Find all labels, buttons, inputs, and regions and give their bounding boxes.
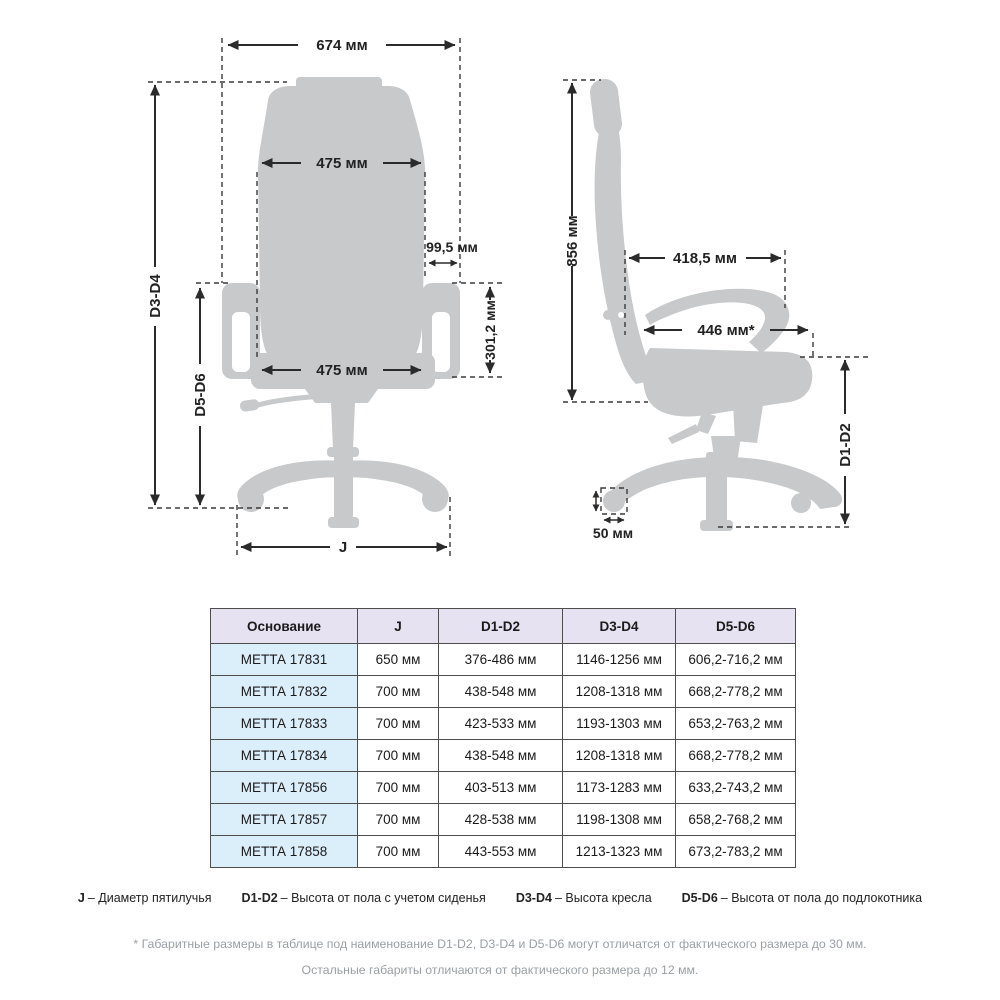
table-row: [211, 708, 796, 740]
dim-d3d4-label: D3-D4: [147, 274, 164, 318]
side-seat: [643, 348, 812, 416]
col-header-d5d6: D5-D6: [676, 609, 796, 644]
side-caster-front: [603, 490, 625, 512]
legend-item-d5d6: [682, 891, 922, 905]
side-center-foot: [700, 520, 733, 531]
legend-item-d3d4: [516, 891, 652, 905]
chair-front-silhouette: [222, 77, 460, 528]
cell-d5d6: 668,2-778,2 мм: [676, 676, 796, 708]
dim-seat-width-label: 475 мм: [316, 362, 368, 379]
side-adjust-knob-small: [603, 310, 613, 320]
dim-overall-width-label: 674 мм: [316, 37, 368, 54]
cell-d1d2: 423-533 мм: [439, 708, 563, 740]
cell-d3d4: 1198-1308 мм: [563, 804, 676, 836]
footnote-line-1: * Габаритные размеры в таблице под наименование D1-D2, D3-D4 и D5-D6 могут отличатся от фактического размера до 30 мм.: [133, 937, 867, 951]
dim-seat-depth-label: 446 мм*: [697, 322, 755, 339]
legend-item-j: [78, 891, 212, 905]
dim-back-width-label: 475 мм: [316, 155, 368, 172]
table-row: [211, 676, 796, 708]
cell-d3d4: 1213-1323 мм: [563, 836, 676, 868]
side-knob-center: [618, 312, 624, 318]
legend-term: D3-D4: [515, 891, 552, 905]
legend-desc: – Диаметр пятилучья: [87, 891, 212, 905]
cell-d3d4: 1208-1318 мм: [563, 740, 676, 772]
side-caster-rear: [791, 493, 811, 513]
side-lever: [668, 424, 699, 444]
cell-d5d6: 658,2-768,2 мм: [676, 804, 796, 836]
footnote: [0, 932, 1000, 984]
cell-d5d6: 653,2-763,2 мм: [676, 708, 796, 740]
cell-model: МЕТТА 17832: [211, 676, 358, 708]
cell-j: 700 мм: [358, 804, 439, 836]
table-row: [211, 836, 796, 868]
cell-d1d2: 438-548 мм: [439, 676, 563, 708]
col-header-base: Основание: [211, 609, 358, 644]
dim-caster-label: 50 мм: [592, 525, 634, 541]
cell-model: МЕТТА 17858: [211, 836, 358, 868]
legend-desc: – Высота кресла: [554, 891, 652, 905]
cell-d5d6: 668,2-778,2 мм: [676, 740, 796, 772]
legend: [0, 891, 1000, 905]
cell-j: 700 мм: [358, 676, 439, 708]
table-row: [211, 772, 796, 804]
front-backrest: [258, 86, 425, 357]
side-armrest: [645, 289, 789, 353]
cell-d3d4: 1193-1303 мм: [563, 708, 676, 740]
spec-table: [210, 608, 796, 868]
cell-d5d6: 673,2-783,2 мм: [676, 836, 796, 868]
legend-item-d1d2: [242, 891, 486, 905]
table-row: [211, 740, 796, 772]
col-header-d1d2: D1-D2: [439, 609, 563, 644]
cell-model: МЕТТА 17833: [211, 708, 358, 740]
legend-desc: – Высота от пола до подлокотника: [720, 891, 923, 905]
cell-d5d6: 633,2-743,2 мм: [676, 772, 796, 804]
cell-d1d2: 376-486 мм: [439, 644, 563, 676]
cell-j: 650 мм: [358, 644, 439, 676]
cell-j: 700 мм: [358, 708, 439, 740]
cell-d5d6: 606,2-716,2 мм: [676, 644, 796, 676]
dim-j-label: J: [338, 539, 348, 556]
table-row: [211, 804, 796, 836]
cell-d1d2: 403-513 мм: [439, 772, 563, 804]
cell-d1d2: 428-538 мм: [439, 804, 563, 836]
cell-j: 700 мм: [358, 772, 439, 804]
cell-d3d4: 1173-1283 мм: [563, 772, 676, 804]
front-lever-handle: [239, 399, 259, 413]
dim-armrest-offset-label: 99,5 мм: [426, 239, 478, 255]
legend-desc: – Высота от пола с учетом сиденья: [280, 891, 486, 905]
front-caster-right: [422, 486, 448, 512]
cell-d3d4: 1146-1256 мм: [563, 644, 676, 676]
legend-term: D5-D6: [681, 891, 718, 905]
front-gas-lift: [331, 403, 355, 449]
col-header-j: J: [358, 609, 439, 644]
cell-model: МЕТТА 17831: [211, 644, 358, 676]
col-header-d3d4: D3-D4: [563, 609, 676, 644]
front-lever-wire: [258, 396, 322, 405]
side-backrest: [595, 128, 656, 384]
cell-model: МЕТТА 17857: [211, 804, 358, 836]
cell-j: 700 мм: [358, 836, 439, 868]
chair-side-silhouette: [589, 78, 842, 531]
cell-d1d2: 443-553 мм: [439, 836, 563, 868]
cell-model: МЕТТА 17834: [211, 740, 358, 772]
cell-d3d4: 1208-1318 мм: [563, 676, 676, 708]
footnote-line-2: Остальные габариты отличаются от фактического размера до 12 мм.: [301, 962, 699, 977]
front-armrest-left: [222, 283, 260, 379]
cell-model: МЕТТА 17856: [211, 772, 358, 804]
cell-j: 700 мм: [358, 740, 439, 772]
dim-d5d6-label: D5-D6: [192, 373, 209, 417]
table-row: [211, 644, 796, 676]
table-header-row: [211, 609, 796, 644]
dim-d1d2-label: D1-D2: [837, 423, 854, 467]
legend-term: D1-D2: [241, 891, 278, 905]
legend-term: J: [77, 891, 85, 905]
dim-armrest-height-label: 301,2 мм: [482, 300, 498, 360]
front-center-foot: [328, 517, 359, 528]
dim-back-depth-label: 418,5 мм: [673, 250, 737, 267]
dim-total-height-label: 856 мм: [564, 215, 581, 267]
cell-d1d2: 438-548 мм: [439, 740, 563, 772]
front-armrest-right: [422, 283, 460, 379]
